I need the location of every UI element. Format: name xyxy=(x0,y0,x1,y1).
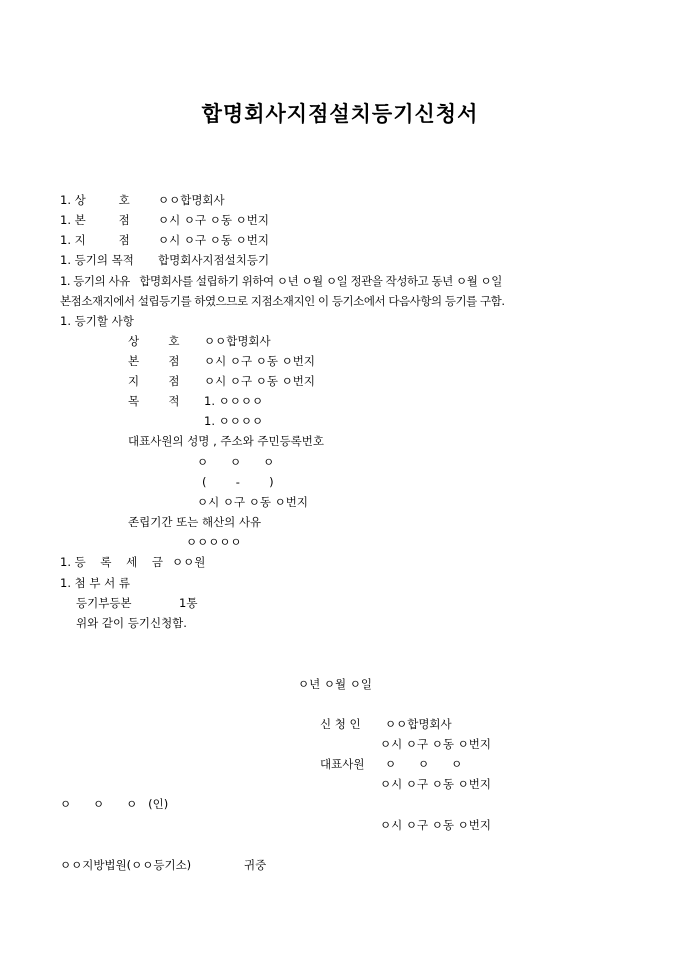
cause-line-2: 본점소재지에서 설립등기를 하였으므로 지점소재지인 이 등기소에서 다음사항의 등기를 구함. xyxy=(60,294,505,308)
matters-rep-name: ㅇ ㅇ ㅇ xyxy=(197,455,275,469)
matters-duration-value: ㅇㅇㅇㅇㅇ xyxy=(186,535,242,549)
tax-label: 1. 등 록 세 금 xyxy=(60,555,163,569)
matters-branch-label: 지 점 xyxy=(128,374,180,388)
branch-value: ㅇ시 ㅇ구 ㅇ동 ㅇ번지 xyxy=(158,233,269,247)
matters-rep-label: 대표사원의 성명 , 주소와 주민등록번호 xyxy=(128,434,325,448)
representative-label: 대표사원 xyxy=(320,757,365,771)
applicant-label: 신 청 인 xyxy=(320,717,361,731)
matters-trade-name-value: ㅇㅇ합명회사 xyxy=(204,334,271,348)
matters-objective-label: 목 적 xyxy=(128,394,180,408)
court-name: ㅇㅇ지방법원(ㅇㅇ등기소) xyxy=(60,858,192,872)
trade-name-value: ㅇㅇ합명회사 xyxy=(158,193,225,207)
attachments-label: 1. 첨 부 서 류 xyxy=(60,576,131,590)
branch-label: 1. 지 점 xyxy=(60,233,130,247)
representative-name: ㅇ ㅇ ㅇ xyxy=(385,757,463,771)
attachment-item-name: 등기부등본 xyxy=(76,596,132,610)
purpose-value: 합명회사지점설치등기 xyxy=(158,253,270,267)
matters-duration-label: 존립기간 또는 해산의 사유 xyxy=(128,515,262,529)
matters-rep-id: ( - ) xyxy=(202,475,274,489)
matters-rep-address: ㅇ시 ㅇ구 ㅇ동 ㅇ번지 xyxy=(197,495,308,509)
addressee: 귀중 xyxy=(244,858,267,872)
purpose-label: 1. 등기의 목적 xyxy=(60,253,134,267)
matters-label: 1. 등기할 사항 xyxy=(60,314,134,328)
attachment-item-count: 1통 xyxy=(179,596,198,610)
cause-line-1: 1. 등기의 사유 합명회사를 설립하기 위하여 ㅇ년 ㅇ월 ㅇ일 정관을 작성하고 동년 ㅇ월 ㅇ일 xyxy=(60,274,502,288)
head-office-label: 1. 본 점 xyxy=(60,213,130,227)
matters-head-office-value: ㅇ시 ㅇ구 ㅇ동 ㅇ번지 xyxy=(204,354,315,368)
tax-value: ㅇㅇ원 xyxy=(172,555,206,569)
matters-branch-value: ㅇ시 ㅇ구 ㅇ동 ㅇ번지 xyxy=(204,374,315,388)
matters-objective-2: 1. ㅇㅇㅇㅇ xyxy=(204,414,264,428)
trade-name-label: 1. 상 호 xyxy=(60,193,130,207)
page-title: 합명회사지점설치등기신청서 xyxy=(201,101,479,126)
matters-trade-name-label: 상 호 xyxy=(128,334,180,348)
application-date: ㅇ년 ㅇ월 ㅇ일 xyxy=(298,677,372,691)
matters-objective-1: 1. ㅇㅇㅇㅇ xyxy=(204,394,264,408)
matters-head-office-label: 본 점 xyxy=(128,354,180,368)
applicant-name: ㅇㅇ합명회사 xyxy=(385,717,452,731)
representative-address: ㅇ시 ㅇ구 ㅇ동 ㅇ번지 xyxy=(380,777,491,791)
agent-name-seal: ㅇ ㅇ ㅇ (인) xyxy=(60,797,169,811)
agent-address: ㅇ시 ㅇ구 ㅇ동 ㅇ번지 xyxy=(380,818,491,832)
closing-statement: 위와 같이 등기신청함. xyxy=(76,616,187,630)
applicant-address: ㅇ시 ㅇ구 ㅇ동 ㅇ번지 xyxy=(380,737,491,751)
head-office-value: ㅇ시 ㅇ구 ㅇ동 ㅇ번지 xyxy=(158,213,269,227)
